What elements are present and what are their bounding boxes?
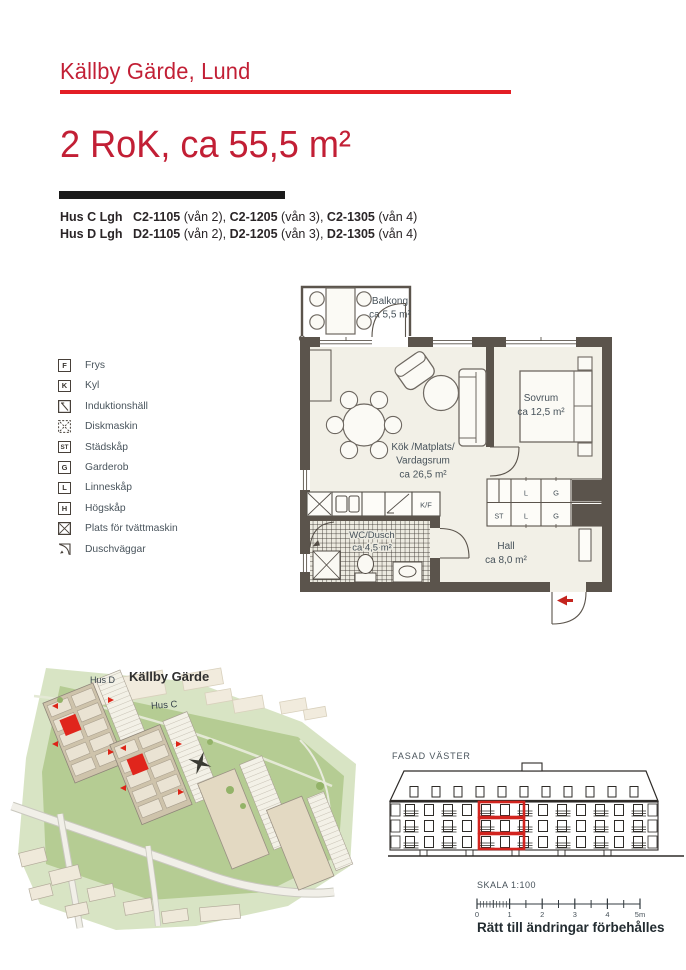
apartment-headline: 2 RoK, ca 55,5 m² bbox=[60, 124, 351, 166]
closet-block bbox=[487, 477, 602, 528]
bedside-table bbox=[578, 357, 592, 370]
site-plan bbox=[12, 643, 356, 930]
siteplan-hus-d-label: Hus D bbox=[90, 675, 116, 685]
unit-id: C2-1105 bbox=[132, 210, 181, 224]
kyl-icon: K bbox=[58, 380, 71, 393]
hus-d-label: Hus D Lgh bbox=[60, 227, 123, 241]
duschvaggar-icon bbox=[58, 543, 71, 556]
balcony bbox=[299, 287, 411, 341]
radiator bbox=[579, 529, 591, 561]
unit-floor: (vån 2), bbox=[183, 227, 227, 241]
scale-bar bbox=[477, 899, 640, 910]
unit-floor: (vån 4) bbox=[378, 210, 418, 224]
legend-label: Garderob bbox=[85, 461, 129, 473]
legend-row-hogskap bbox=[58, 502, 178, 515]
scale-label: SKALA 1:100 bbox=[477, 880, 537, 890]
disclaimer-text: Rätt till ändringar förbehålles bbox=[477, 920, 665, 935]
legend-label: Plats för tvättmaskin bbox=[85, 523, 178, 535]
linneskap-icon: L bbox=[58, 482, 71, 495]
hall-area-label: ca 8,0 m² bbox=[485, 555, 527, 566]
siteplan-area-label: Källby Gärde bbox=[129, 669, 210, 684]
hogskap-icon: H bbox=[58, 502, 71, 515]
balcony-label: Balkong bbox=[371, 296, 409, 307]
svg-text:4: 4 bbox=[605, 910, 610, 919]
legend-label: Induktionshäll bbox=[85, 400, 148, 412]
balcony-area-label: ca 5,5 m² bbox=[369, 309, 411, 321]
living-label-1: Kök /Matplats/ bbox=[391, 442, 455, 453]
legend-label: Linneskåp bbox=[85, 482, 132, 494]
legend-row-diskmaskin bbox=[58, 420, 178, 433]
legend-label: Högskåp bbox=[85, 502, 126, 514]
garderob-icon: G bbox=[58, 461, 71, 474]
legend-row-linneskap bbox=[58, 481, 178, 494]
living-area-label: ca 26,5 m² bbox=[399, 469, 447, 481]
legend-label: Frys bbox=[85, 360, 106, 371]
svg-text:1: 1 bbox=[507, 910, 512, 919]
frys-icon: F bbox=[58, 359, 71, 372]
bedside-table bbox=[578, 443, 592, 456]
unit-id: D2-1205 bbox=[229, 227, 278, 241]
legend-row-stadskap bbox=[58, 441, 178, 454]
unit-id: D2-1305 bbox=[326, 227, 375, 241]
legend-label: Diskmaskin bbox=[85, 421, 138, 433]
symbol-legend bbox=[58, 359, 178, 556]
legend-label: Kyl bbox=[85, 380, 100, 392]
closet-g1-label: G bbox=[553, 488, 559, 498]
hall-label: Hall bbox=[497, 541, 515, 552]
induktionshall-icon bbox=[58, 400, 71, 413]
legend-row-tvattmaskin bbox=[58, 522, 178, 535]
svg-text:5m: 5m bbox=[634, 910, 646, 919]
bedroom-wall bbox=[486, 347, 494, 447]
bathroom-label: WC/Dusch bbox=[349, 530, 395, 541]
legend-row-frys bbox=[58, 359, 178, 372]
legend-row-duschvaggar bbox=[58, 543, 178, 556]
unit-id: C2-1205 bbox=[229, 210, 278, 224]
diskmaskin-icon bbox=[58, 420, 71, 433]
legend-row-garderob bbox=[58, 461, 178, 474]
sofa bbox=[459, 369, 486, 446]
unit-floor: (vån 2), bbox=[183, 210, 227, 224]
page-title: Källby Gärde, Lund bbox=[60, 58, 251, 84]
siteplan-hus-c-label: Hus C bbox=[150, 699, 178, 712]
unit-list bbox=[60, 209, 417, 243]
coffee-table bbox=[424, 376, 459, 411]
unit-id: D2-1105 bbox=[132, 227, 181, 241]
closet-l2-label: L bbox=[523, 511, 529, 521]
unit-floor: (vån 3), bbox=[281, 227, 324, 241]
fridge-freezer-label: K/F bbox=[420, 500, 432, 510]
svg-text:2: 2 bbox=[540, 910, 545, 919]
bathroom-area-label: ca 4,5 m² bbox=[352, 542, 392, 554]
stadskap-icon: ST bbox=[58, 441, 71, 454]
living-label-2: Vardagsrum bbox=[396, 455, 450, 467]
unit-id: C2-1305 bbox=[326, 210, 375, 224]
facade-title: FASAD VÄSTER bbox=[392, 751, 471, 761]
dining-table bbox=[343, 404, 385, 446]
washbasin-icon bbox=[393, 562, 422, 582]
facade-elevation bbox=[388, 763, 684, 856]
ground-doors bbox=[420, 850, 611, 856]
closet-st-label: ST bbox=[494, 513, 504, 521]
balcony-table bbox=[326, 288, 355, 334]
toilet-icon bbox=[355, 573, 376, 582]
scale-bar-labels bbox=[475, 910, 645, 919]
closet-g2-label: G bbox=[553, 511, 559, 521]
legend-row-induktionshall bbox=[58, 400, 178, 413]
closet-l1-label: L bbox=[523, 488, 529, 498]
red-divider bbox=[60, 90, 511, 94]
bedroom-area-label: ca 12,5 m² bbox=[517, 407, 565, 418]
legend-row-kyl bbox=[58, 379, 178, 392]
legend-label: Duschväggar bbox=[85, 543, 146, 555]
entry-door bbox=[548, 592, 590, 625]
unit-floor: (vån 4) bbox=[378, 227, 418, 241]
bedroom-label: Sovrum bbox=[523, 393, 559, 404]
legend-label: Städskåp bbox=[85, 441, 128, 453]
hus-c-label: Hus C Lgh bbox=[60, 210, 123, 224]
chimney bbox=[522, 763, 542, 771]
svg-text:3: 3 bbox=[572, 910, 577, 919]
floor-plan bbox=[299, 287, 612, 625]
svg-text:0: 0 bbox=[474, 910, 480, 919]
unit-floor: (vån 3), bbox=[281, 210, 324, 224]
tvattmaskin-icon bbox=[58, 522, 71, 535]
black-divider bbox=[59, 191, 285, 199]
